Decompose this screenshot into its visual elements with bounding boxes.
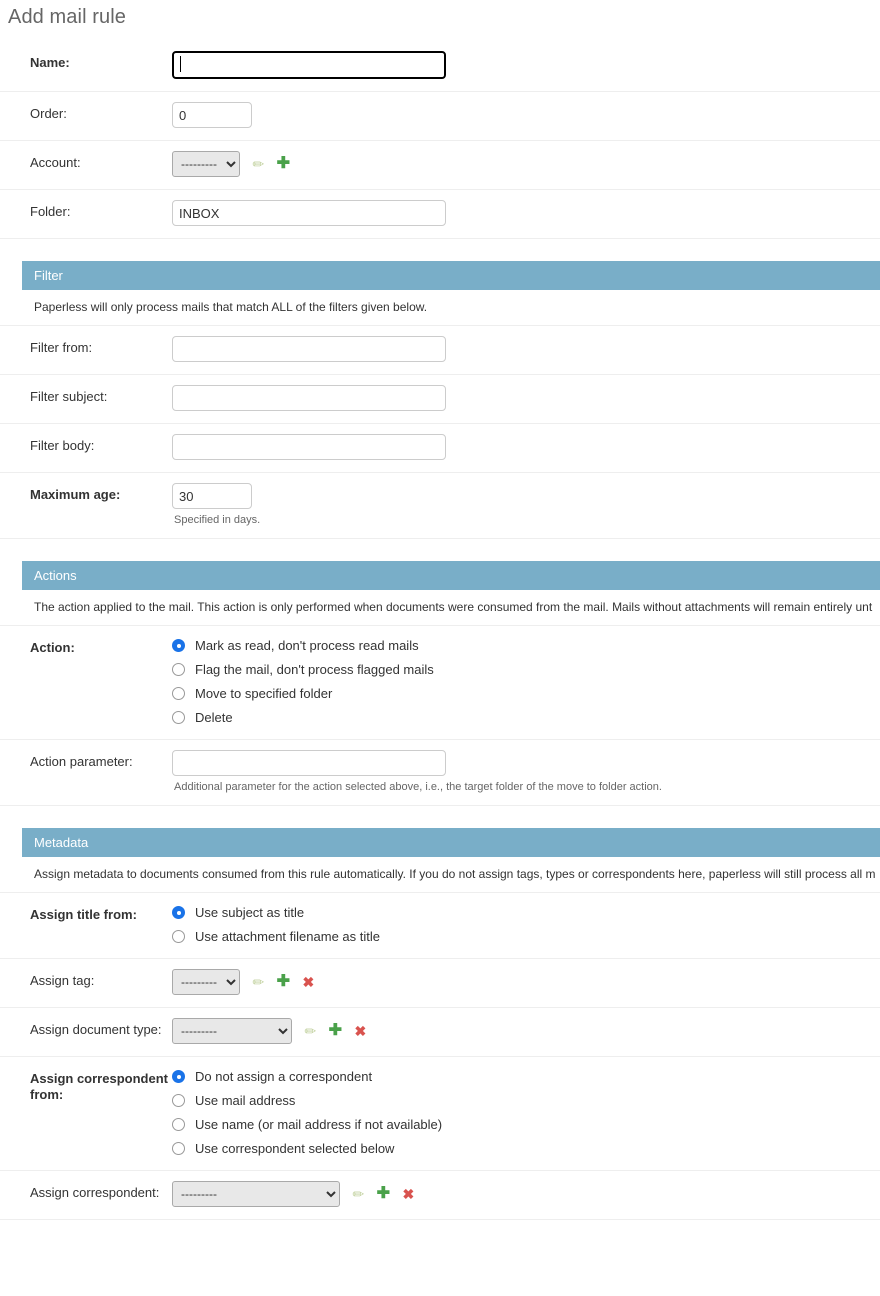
assign-correspondent-select[interactable] bbox=[172, 1181, 340, 1207]
action-radio-option[interactable] bbox=[172, 662, 880, 677]
filter-body-label: Filter body: bbox=[30, 438, 95, 453]
field-row-name bbox=[0, 41, 880, 92]
field-row-assign-document-type bbox=[0, 1008, 880, 1057]
assign-title-from-label: Assign title from: bbox=[30, 907, 137, 922]
account-label: Account: bbox=[30, 155, 81, 170]
radio-icon[interactable] bbox=[172, 930, 185, 943]
metadata-section-description: Assign metadata to documents consumed from this rule automatically. If you do not assign tags, types or correspondents here, paperless will still process all m bbox=[0, 857, 880, 893]
action-option-label: Delete bbox=[195, 710, 233, 725]
radio-icon[interactable] bbox=[172, 639, 185, 652]
actions-section-description: The action applied to the mail. This action is only performed when documents were consumed from the mail. Mails without attachments will remain entirely unt bbox=[0, 590, 880, 626]
field-row-filter-from bbox=[0, 326, 880, 375]
action-parameter-input[interactable] bbox=[172, 750, 446, 776]
assign-document-type-select[interactable] bbox=[172, 1018, 292, 1044]
filter-body-input[interactable] bbox=[172, 434, 446, 460]
action-radio-option[interactable] bbox=[172, 710, 880, 725]
assign-tag-label: Assign tag: bbox=[30, 973, 95, 988]
field-row-account bbox=[0, 141, 880, 190]
delete-icon[interactable]: ✖ bbox=[302, 974, 315, 990]
assign-title-from-option-label: Use attachment filename as title bbox=[195, 929, 380, 944]
assign-correspondent-from-option-label: Use correspondent selected below bbox=[195, 1141, 395, 1156]
radio-icon[interactable] bbox=[172, 711, 185, 724]
radio-icon[interactable] bbox=[172, 1118, 185, 1131]
maximum-age-input[interactable] bbox=[172, 483, 252, 509]
account-select[interactable] bbox=[172, 151, 240, 177]
assign-tag-field-wrap bbox=[170, 969, 880, 995]
edit-icon[interactable]: ✏ bbox=[252, 156, 265, 172]
field-row-folder bbox=[0, 190, 880, 239]
action-option-label: Flag the mail, don't process flagged mails bbox=[195, 662, 434, 677]
assign-title-from-radio-group bbox=[170, 903, 880, 946]
maximum-age-help: Specified in days. bbox=[174, 514, 261, 526]
folder-label: Folder: bbox=[30, 204, 71, 219]
field-row-assign-tag bbox=[0, 959, 880, 1008]
assign-correspondent-from-option-label: Do not assign a correspondent bbox=[195, 1069, 373, 1084]
bottom-spacer bbox=[0, 1220, 880, 1238]
maximum-age-label: Maximum age: bbox=[30, 487, 121, 502]
add-icon[interactable]: ✚ bbox=[276, 973, 291, 990]
order-label: Order: bbox=[30, 106, 67, 121]
folder-input[interactable] bbox=[172, 200, 446, 226]
radio-icon[interactable] bbox=[172, 687, 185, 700]
assign-correspondent-from-option-label: Use mail address bbox=[195, 1093, 296, 1108]
add-icon[interactable]: ✚ bbox=[376, 1185, 391, 1202]
account-field-wrap bbox=[170, 151, 880, 177]
page-title: Add mail rule bbox=[8, 6, 127, 28]
field-row-filter-body bbox=[0, 424, 880, 473]
delete-icon[interactable]: ✖ bbox=[354, 1023, 367, 1039]
action-radio-option[interactable] bbox=[172, 638, 880, 653]
field-row-maximum-age bbox=[0, 473, 880, 539]
name-label: Name: bbox=[30, 55, 70, 70]
filter-section-heading: Filter bbox=[22, 261, 880, 290]
filter-section-description: Paperless will only process mails that match ALL of the filters given below. bbox=[0, 290, 880, 326]
field-row-assign-correspondent bbox=[0, 1171, 880, 1220]
name-input[interactable] bbox=[172, 51, 446, 79]
filter-body-field-wrap bbox=[170, 434, 880, 460]
name-field-wrap bbox=[170, 51, 880, 79]
assign-title-from-option[interactable] bbox=[172, 929, 880, 944]
delete-icon[interactable]: ✖ bbox=[402, 1186, 415, 1202]
assign-document-type-field-wrap bbox=[170, 1018, 880, 1044]
field-row-assign-correspondent-from bbox=[0, 1057, 880, 1171]
filter-from-label: Filter from: bbox=[30, 340, 93, 355]
edit-icon[interactable]: ✏ bbox=[352, 1186, 365, 1202]
action-option-label: Mark as read, don't process read mails bbox=[195, 638, 419, 653]
assign-title-from-option-label: Use subject as title bbox=[195, 905, 305, 920]
filter-from-field-wrap bbox=[170, 336, 880, 362]
action-radio-group bbox=[170, 636, 880, 727]
field-row-order bbox=[0, 92, 880, 141]
assign-correspondent-from-label: Assign correspondent from: bbox=[30, 1071, 168, 1102]
action-label: Action: bbox=[30, 640, 75, 655]
assign-correspondent-field-wrap bbox=[170, 1181, 880, 1207]
action-option-label: Move to specified folder bbox=[195, 686, 333, 701]
add-icon[interactable]: ✚ bbox=[328, 1022, 343, 1039]
assign-correspondent-from-option[interactable] bbox=[172, 1069, 880, 1084]
radio-icon[interactable] bbox=[172, 906, 185, 919]
assign-correspondent-from-option[interactable] bbox=[172, 1141, 880, 1156]
add-icon[interactable]: ✚ bbox=[276, 155, 291, 172]
edit-icon[interactable]: ✏ bbox=[304, 1023, 317, 1039]
action-radio-option[interactable] bbox=[172, 686, 880, 701]
metadata-section-heading: Metadata bbox=[22, 828, 880, 857]
assign-correspondent-from-option[interactable] bbox=[172, 1117, 880, 1132]
radio-icon[interactable] bbox=[172, 1070, 185, 1083]
action-parameter-field-wrap bbox=[170, 750, 880, 793]
action-parameter-help: Additional parameter for the action selected above, i.e., the target folder of the move to folder action. bbox=[174, 781, 662, 793]
maximum-age-field-wrap bbox=[170, 483, 880, 526]
assign-title-from-option[interactable] bbox=[172, 905, 880, 920]
order-field-wrap bbox=[170, 102, 880, 128]
actions-section-heading: Actions bbox=[22, 561, 880, 590]
radio-icon[interactable] bbox=[172, 663, 185, 676]
filter-subject-label: Filter subject: bbox=[30, 389, 108, 404]
filter-subject-field-wrap bbox=[170, 385, 880, 411]
radio-icon[interactable] bbox=[172, 1142, 185, 1155]
text-cursor bbox=[180, 56, 181, 72]
field-row-assign-title-from bbox=[0, 893, 880, 959]
action-parameter-label: Action parameter: bbox=[30, 754, 133, 769]
field-row-action bbox=[0, 626, 880, 740]
folder-field-wrap bbox=[170, 200, 880, 226]
assign-document-type-label: Assign document type: bbox=[30, 1022, 162, 1037]
assign-correspondent-from-option[interactable] bbox=[172, 1093, 880, 1108]
field-row-filter-subject bbox=[0, 375, 880, 424]
order-input[interactable] bbox=[172, 102, 252, 128]
radio-icon[interactable] bbox=[172, 1094, 185, 1107]
field-row-action-parameter bbox=[0, 740, 880, 806]
filter-subject-input[interactable] bbox=[172, 385, 446, 411]
assign-correspondent-label: Assign correspondent: bbox=[30, 1185, 160, 1200]
assign-correspondent-from-option-label: Use name (or mail address if not available) bbox=[195, 1117, 443, 1132]
filter-from-input[interactable] bbox=[172, 336, 446, 362]
edit-icon[interactable]: ✏ bbox=[252, 974, 265, 990]
assign-tag-select[interactable] bbox=[172, 969, 240, 995]
assign-correspondent-from-radio-group bbox=[170, 1067, 880, 1158]
